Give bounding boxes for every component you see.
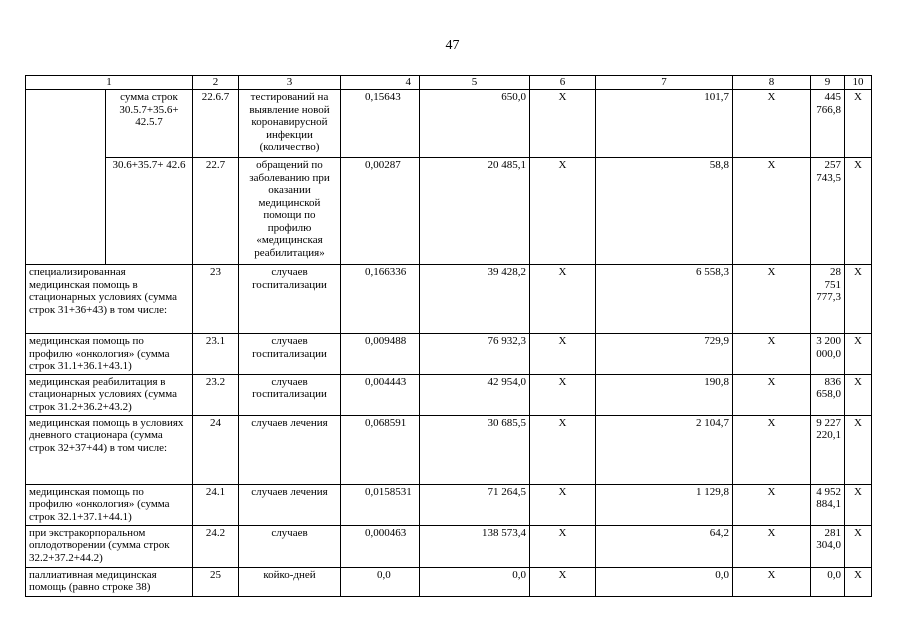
value-col5: 138 573,4 <box>420 525 530 567</box>
value-col9: 3 200 000,0 <box>811 334 845 375</box>
unit-cell: случаев госпитализации <box>239 265 341 334</box>
row-label-cell: при экстракорпоральном оплодотворении (сумма строк 32.2+37.2+44.2) <box>26 525 193 567</box>
row-code-cell: 24.1 <box>193 484 239 525</box>
header-cell: 5 <box>420 76 530 90</box>
value-col4: 0,0158531 <box>341 484 420 525</box>
unit-cell: койко-дней <box>239 567 341 596</box>
value-col4: 0,068591 <box>341 415 420 484</box>
unit-cell: случаев госпитализации <box>239 334 341 375</box>
value-col10: X <box>845 334 872 375</box>
empty-cell <box>26 90 106 265</box>
value-col6: X <box>530 567 596 596</box>
table-row <box>26 484 872 525</box>
value-col6: X <box>530 334 596 375</box>
value-col4: 0,00287 <box>341 158 420 265</box>
row-code-cell: 23.2 <box>193 374 239 415</box>
header-cell: 9 <box>811 76 845 90</box>
value-col7: 190,8 <box>596 374 733 415</box>
row-sum-cell: сумма строк 30.5.7+35.6+ 42.5.7 <box>106 90 193 158</box>
value-col9: 836 658,0 <box>811 374 845 415</box>
value-col10: X <box>845 158 872 265</box>
header-cell: 10 <box>845 76 872 90</box>
row-code-cell: 25 <box>193 567 239 596</box>
table-row <box>26 158 872 265</box>
value-col7: 1 129,8 <box>596 484 733 525</box>
row-code-cell: 23 <box>193 265 239 334</box>
value-col4: 0,004443 <box>341 374 420 415</box>
value-col5: 39 428,2 <box>420 265 530 334</box>
value-col9: 4 952 884,1 <box>811 484 845 525</box>
value-col5: 650,0 <box>420 90 530 158</box>
value-col8: X <box>733 525 811 567</box>
unit-cell: случаев лечения <box>239 484 341 525</box>
header-cell: 3 <box>239 76 341 90</box>
value-col6: X <box>530 265 596 334</box>
unit-cell: обращений по заболеванию при оказании медицинской помощи по профилю «медицинская реабилитация» <box>239 158 341 265</box>
table-row <box>26 334 872 375</box>
value-col5: 0,0 <box>420 567 530 596</box>
row-label-cell: медицинская помощь по профилю «онкология» (сумма строк 31.1+36.1+43.1) <box>26 334 193 375</box>
row-sum-cell: 30.6+35.7+ 42.6 <box>106 158 193 265</box>
row-label-cell: специализированная медицинская помощь в стационарных условиях (сумма строк 31+36+43) в том числе: <box>26 265 193 334</box>
value-col9: 28 751 777,3 <box>811 265 845 334</box>
value-col10: X <box>845 374 872 415</box>
value-col7: 58,8 <box>596 158 733 265</box>
value-col8: X <box>733 265 811 334</box>
value-col5: 30 685,5 <box>420 415 530 484</box>
page-number: 47 <box>445 38 460 53</box>
header-cell: 7 <box>596 76 733 90</box>
row-label-cell: паллиативная медицинская помощь (равно строке 38) <box>26 567 193 596</box>
table-row <box>26 567 872 596</box>
value-col8: X <box>733 484 811 525</box>
header-cell: 8 <box>733 76 811 90</box>
row-code-cell: 23.1 <box>193 334 239 375</box>
header-cell: 4 <box>341 76 420 90</box>
value-col10: X <box>845 567 872 596</box>
row-code-cell: 22.7 <box>193 158 239 265</box>
header-cell: 2 <box>193 76 239 90</box>
value-col7: 2 104,7 <box>596 415 733 484</box>
value-col4: 0,15643 <box>341 90 420 158</box>
value-col10: X <box>845 415 872 484</box>
value-col8: X <box>733 90 811 158</box>
report-table <box>25 75 872 597</box>
value-col10: X <box>845 90 872 158</box>
value-col5: 76 932,3 <box>420 334 530 375</box>
unit-cell: случаев лечения <box>239 415 341 484</box>
value-col10: X <box>845 484 872 525</box>
value-col9: 257 743,5 <box>811 158 845 265</box>
value-col9: 9 227 220,1 <box>811 415 845 484</box>
value-col8: X <box>733 374 811 415</box>
table-row <box>26 525 872 567</box>
value-col8: X <box>733 415 811 484</box>
value-col10: X <box>845 265 872 334</box>
value-col7: 0,0 <box>596 567 733 596</box>
value-col9: 281 304,0 <box>811 525 845 567</box>
value-col4: 0,0 <box>341 567 420 596</box>
value-col5: 71 264,5 <box>420 484 530 525</box>
value-col4: 0,166336 <box>341 265 420 334</box>
value-col4: 0,000463 <box>341 525 420 567</box>
row-label-cell: медицинская помощь по профилю «онкология» (сумма строк 32.1+37.1+44.1) <box>26 484 193 525</box>
value-col6: X <box>530 484 596 525</box>
row-code-cell: 24 <box>193 415 239 484</box>
value-col7: 6 558,3 <box>596 265 733 334</box>
value-col5: 20 485,1 <box>420 158 530 265</box>
table-header-row <box>26 76 872 90</box>
value-col8: X <box>733 567 811 596</box>
value-col8: X <box>733 158 811 265</box>
table-row <box>26 265 872 334</box>
row-label-cell: медицинская помощь в условиях дневного стационара (сумма строк 32+37+44) в том числе: <box>26 415 193 484</box>
value-col6: X <box>530 415 596 484</box>
row-code-cell: 22.6.7 <box>193 90 239 158</box>
value-col4: 0,009488 <box>341 334 420 375</box>
header-cell: 1 <box>26 76 193 90</box>
value-col6: X <box>530 525 596 567</box>
value-col6: X <box>530 90 596 158</box>
value-col7: 64,2 <box>596 525 733 567</box>
value-col10: X <box>845 525 872 567</box>
row-label-cell: медицинская реабилитация в стационарных условиях (сумма строк 31.2+36.2+43.2) <box>26 374 193 415</box>
value-col6: X <box>530 374 596 415</box>
value-col9: 0,0 <box>811 567 845 596</box>
unit-cell: случаев госпитализации <box>239 374 341 415</box>
unit-cell: случаев <box>239 525 341 567</box>
value-col8: X <box>733 334 811 375</box>
row-code-cell: 24.2 <box>193 525 239 567</box>
table-row <box>26 374 872 415</box>
table-row <box>26 415 872 484</box>
value-col5: 42 954,0 <box>420 374 530 415</box>
header-cell: 6 <box>530 76 596 90</box>
value-col9: 445 766,8 <box>811 90 845 158</box>
unit-cell: тестирований на выявление новой коронавирусной инфекции (количество) <box>239 90 341 158</box>
value-col7: 729,9 <box>596 334 733 375</box>
value-col6: X <box>530 158 596 265</box>
table-row <box>26 90 872 158</box>
value-col7: 101,7 <box>596 90 733 158</box>
